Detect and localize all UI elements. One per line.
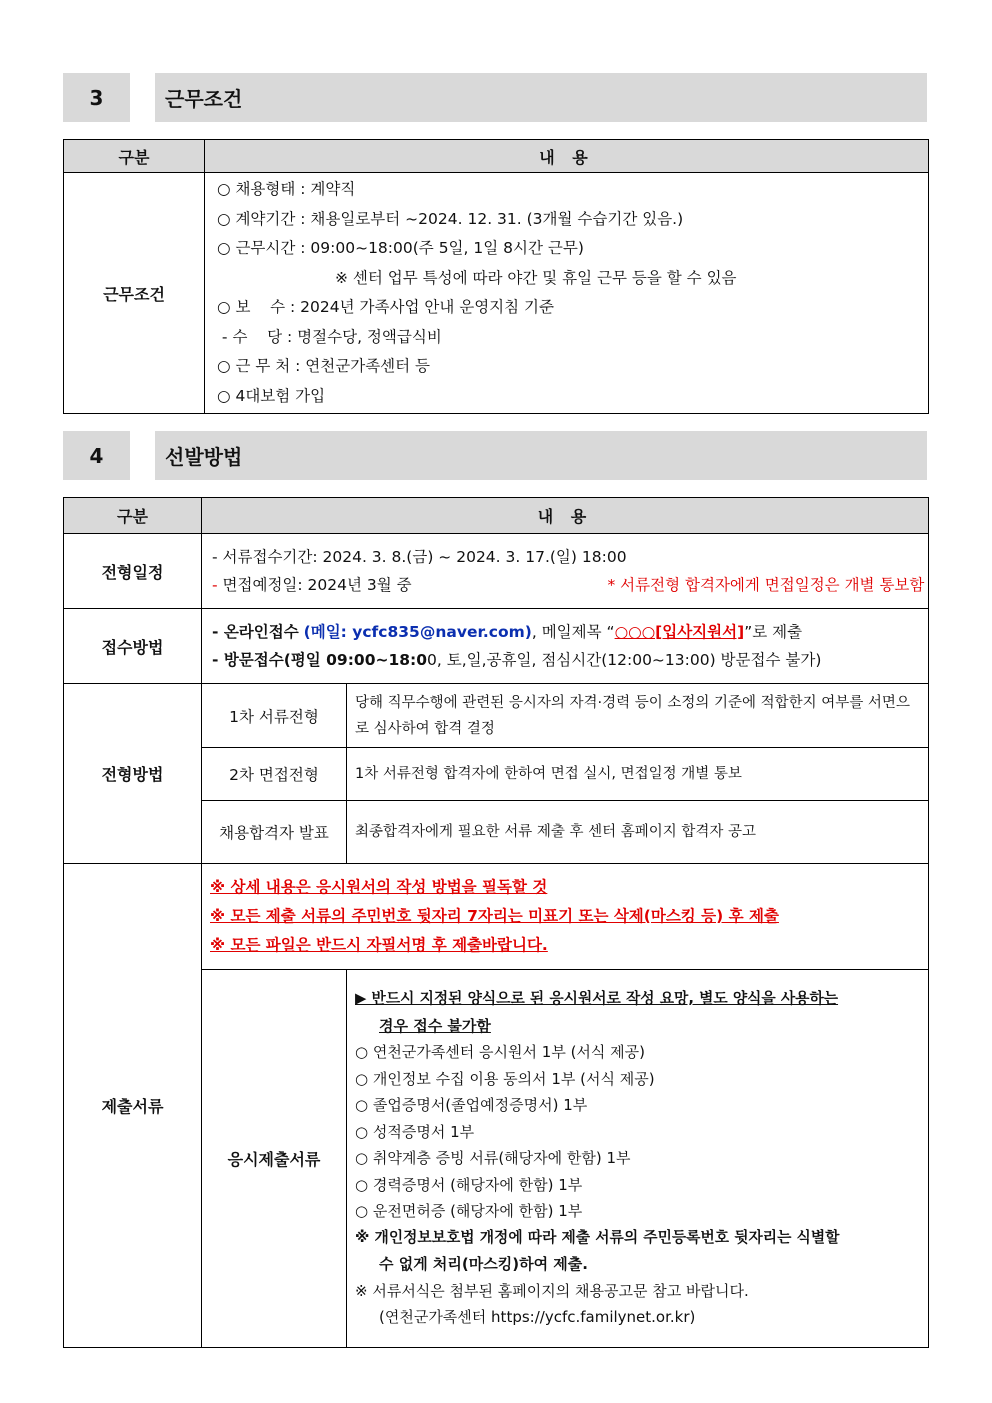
interview-note: * 서류전형 합격자에게 면접일정은 개별 통보함 [607, 576, 925, 594]
contract-period: ○ 계약기간 : 채용일로부터 ~2024. 12. 31. (3개월 수습기간 있음.) [217, 209, 684, 228]
docs-note-2 [202, 902, 928, 931]
method-stage-2: 2차 면접전형 [202, 748, 347, 801]
method-stage-3: 채용합격자 발표 [202, 801, 347, 864]
insurance: ○ 4대보험 가입 [217, 386, 326, 405]
interview-dash: - [212, 576, 223, 594]
docs-form-line1: ※ 서류서식은 첨부된 홈페이지의 채용공고문 참고 바랍니다. [355, 1281, 749, 1300]
allowance: - 수 당 : 명절수당, 정액급식비 [217, 327, 442, 346]
docs-note-3 [202, 931, 928, 960]
interview-schedule [202, 571, 928, 599]
work-hours-note: ※ 센터 업무 특성에 따라 야간 및 휴일 근무 등을 할 수 있음 [335, 268, 737, 287]
visit-apply-label: - 방문접수(평일 09:00~18:0 [212, 651, 428, 669]
section4-number: 4 [63, 431, 130, 480]
header-category: 구분 [64, 498, 202, 534]
docs-must-line1: ▶ 반드시 지정된 양식으로 된 응시원서로 작성 요망, 별도 양식을 사용하는 [355, 990, 839, 1008]
docs-item-1: ○ 연천군가족센터 응시원서 1부 (서식 제공) [355, 1043, 646, 1062]
header-category: 구분 [64, 140, 205, 173]
docs-notes [202, 864, 929, 970]
row-label-work-conditions: 근무조건 [64, 173, 205, 414]
online-subject: ○○○[입사지원서] [614, 623, 745, 641]
docs-note-3-text: ※ 모든 파일은 반드시 자필서명 후 제출바랍니다. [210, 936, 548, 954]
schedule-content [202, 534, 929, 609]
method-desc-3: 최종합격자에게 필요한 서류 제출 후 센터 홈페이지 합격자 공고 [347, 801, 929, 864]
visit-apply [202, 646, 928, 674]
application-period: - 서류접수기간: 2024. 3. 8.(금) ~ 2024. 3. 17.(일) 18:00 [212, 548, 627, 566]
method-desc-1: 당해 직무수행에 관련된 응시자의 자격·경력 등이 소정의 기준에 적합한지 여부를 서면으로 심사하여 합격 결정 [347, 684, 929, 748]
docs-note-1-text: ※ 상세 내용은 응시원서의 작성 방법을 필독할 것 [210, 878, 548, 896]
method-desc-2: 1차 서류전형 합격자에 한하여 면접 실시, 면접일정 개별 통보 [347, 748, 929, 801]
section3-number: 3 [63, 73, 130, 122]
docs-must-line2: 경우 접수 불가함 [379, 1016, 491, 1035]
docs-item-7: ○ 운전면허증 (해당자에 한함) 1부 [355, 1202, 583, 1221]
work-hours: ○ 근무시간 : 09:00~18:00(주 5일, 1일 8시간 근무) [217, 239, 584, 257]
header-content: 내 용 [205, 140, 929, 173]
workplace: ○ 근 무 처 : 연천군가족센터 등 [217, 357, 431, 375]
section4-title: 선발방법 [155, 431, 927, 480]
docs-item-5: ○ 취약계층 증빙 서류(해당자에 한함) 1부 [355, 1149, 631, 1168]
docs-item-2: ○ 개인정보 수집 이용 동의서 1부 (서식 제공) [355, 1069, 655, 1088]
row-label-method: 전형방법 [64, 684, 202, 864]
header-content: 내 용 [202, 498, 929, 534]
docs-item-3: ○ 졸업증명서(졸업예정증명서) 1부 [355, 1096, 588, 1115]
method-stage-1: 1차 서류전형 [202, 684, 347, 748]
visit-apply-rest: 0, 토,일,공휴일, 점심시간(12:00~13:00) 방문접수 불가) [427, 651, 822, 669]
docs-list [347, 970, 929, 1348]
employment-type: ○ 채용형태 : 계약직 [217, 180, 356, 198]
row-label-docs: 제출서류 [64, 864, 202, 1348]
online-subject-prefix: , 메일제목 “ [531, 623, 615, 641]
interview-date: 면접예정일: 2024년 3월 중 [222, 576, 412, 594]
online-apply-label: - 온라인접수 [212, 623, 299, 641]
salary: ○ 보 수 : 2024년 가족사업 안내 운영지침 기준 [217, 298, 554, 316]
work-conditions-content [205, 173, 929, 414]
docs-item-4: ○ 성적증명서 1부 [355, 1122, 475, 1141]
docs-privacy-line1: ※ 개인정보보호법 개정에 따라 제출 서류의 주민등록번호 뒷자리는 식별할 [355, 1228, 840, 1246]
apply-content [202, 609, 929, 684]
docs-sub-label: 응시제출서류 [202, 970, 347, 1348]
online-subject-suffix: ”로 제출 [744, 623, 803, 641]
docs-note-1 [202, 873, 928, 902]
docs-item-6: ○ 경력증명서 (해당자에 한함) 1부 [355, 1175, 583, 1194]
row-label-apply: 접수방법 [64, 609, 202, 684]
online-apply-email: (메일: ycfc835@naver.com) [303, 623, 532, 641]
docs-form-line2: (연천군가족센터 https://ycfc.familynet.or.kr) [379, 1308, 696, 1327]
docs-privacy-line2: 수 없게 처리(마스킹)하여 제출. [379, 1255, 588, 1274]
selection-method-table [63, 497, 929, 1348]
online-apply [202, 618, 928, 646]
work-conditions-table [63, 139, 929, 414]
docs-note-2-text: ※ 모든 제출 서류의 주민번호 뒷자리 7자리는 미표기 또는 삭제(마스킹 등) 후 제출 [210, 907, 779, 925]
row-label-schedule: 전형일정 [64, 534, 202, 609]
section3-title: 근무조건 [155, 73, 927, 122]
